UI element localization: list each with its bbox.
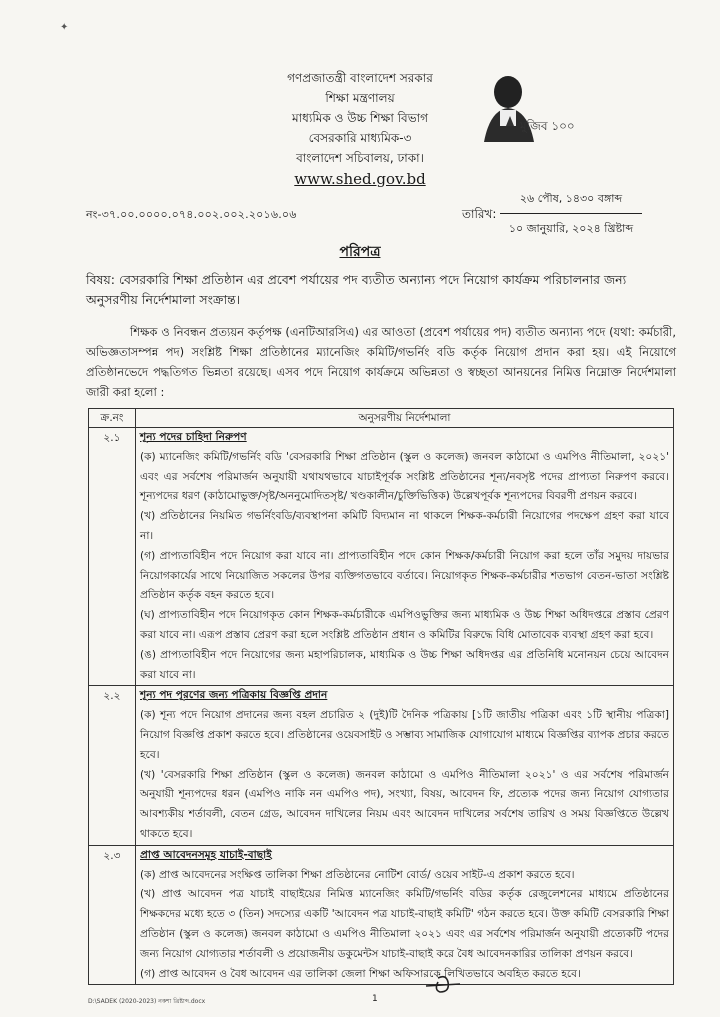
title-text: পরিপত্র [339, 244, 381, 260]
row-number: ২.১ [89, 428, 136, 686]
table-row [89, 428, 674, 686]
clause-item: (ক) প্রাপ্ত আবেদনের সংক্ষিপ্ত তালিকা শিক্ষা প্রতিষ্ঠানের নোটিশ বোর্ড/ ওয়েব সাইট-এ প্রকাশ করতে হবে। [140, 868, 575, 881]
directive-table [88, 408, 674, 985]
clause-item: (গ) প্রাপ্ত আবেদন ও বৈধ আবেদন এর তালিকা জেলা শিক্ষা অফিসারকে লিখিতভাবে অবহিত করতে হবে। [140, 967, 581, 980]
row-number: ২.২ [89, 686, 136, 845]
date-label: তারিখ: [462, 207, 497, 221]
page-number: 1 [372, 994, 378, 1004]
table-header-row [89, 409, 674, 428]
date-english: ১০ জানুয়ারি, ২০২৪ খ্রিষ্টাব্দ [508, 222, 634, 235]
table-row [89, 845, 674, 985]
document-title [0, 240, 720, 264]
clause-item: (ক) শূন্য পদে নিয়োগ প্রদানের জন্য বহল প্রচারিত ২ (দুই)টি দৈনিক পত্রিকায় [১টি জাতীয় পত্রিকা এবং ১টি স্থানীয় পত্রিকা] নিয়োগ বিজ্ঞপ্তি প্রকাশ করতে হবে। প্রতিষ্ঠানের ওয়েবসাইট ও সম্ভাব্য সামাজিক যোগাযোগ মাধ্যমে বিজ্ঞপ্তির ব্যাপক প্রচার করতে হবে। [140, 709, 669, 761]
website-link[interactable]: www.shed.gov.bd [294, 170, 426, 188]
logo-caption: মুজিব ১০০ [520, 119, 575, 133]
section-heading: প্রাপ্ত আবেদনসমূহ যাচাই-বাছাই [140, 848, 272, 861]
clause-item: (খ) প্রতিষ্ঠানের নিয়মিত গভর্নিংবডি/ব্যবস্থাপনা কমিটি বিদ্যমান না থাকলে শিক্ষক-কর্মচারী নিয়োগের পদক্ষেপ গ্রহণ করা যাবে না। [140, 510, 669, 542]
clause-item: (ক) ম্যানেজিং কমিটি/গভর্নিং বডি 'বেসরকারি শিক্ষা প্রতিষ্ঠান (স্কুল ও কলেজ) জনবল কাঠামো ও এমপিও নীতিমালা, ২০২১' এবং এর সর্বশেষ পরিমার্জন অনুযায়ী যথাযথভাবে যাচাইপূর্বক সংশ্লিষ্ট প্রতিষ্ঠানের শূন্য/নবসৃষ্ট পদের প্রাপ্যতা নিরুপণ করবে। শূন্যপদের ধরণ (কাঠামোভুক্ত/সৃষ্ট/অননুমোদিতসৃষ্ট/ খণ্ডকালীন/চুক্তিভিত্তিক) উল্লেখপূর্বক শূন্যপদের বিবরণী প্রণয়ন করবে। [140, 450, 669, 503]
clause-item: (গ) প্রাপ্যতাবিহীন পদে নিয়োগ করা যাবে না। প্রাপ্যতাবিহীন পদে কোন শিক্ষক/কর্মচারী নিয়োগ করা হলে তাঁর সমুদয় দায়ভার নিয়োগকার্যের সাথে নিয়োজিত সকলের উপর ব্যক্তিগতভাবে বর্তাবে। নিয়োগকৃত শিক্ষক-কর্মচারীর শতভাগ বেতন-ভাতা সংশ্লিষ্ট প্রতিষ্ঠান কর্তৃক বহন করতে হবে। [140, 549, 669, 602]
row-content [136, 686, 674, 845]
intro-paragraph: শিক্ষক ও নিবন্ধন প্রত্যয়ন কর্তৃপক্ষ (এনটিআরসিএ) এর আওতা (প্রবেশ পর্যায়ের পদ) ব্যতীত অন্যান্য পদে (যথা: কর্মচারী, অভিজ্ঞতাসম্পন্ন পদ) সংশ্লিষ্ট শিক্ষা প্রতিষ্ঠানের ম্যানেজিং কমিটি/গভর্নিং বডি কর্তৃক নিয়োগ প্রদান করা হয়। এই নিয়োগে প্রতিষ্ঠানভেদে পদ্ধতিগত ভিন্নতা রয়েছে। এসব পদে নিয়োগ কার্যক্রমে অভিন্নতা ও স্বচ্ছতা আনয়নের নিমিত্ত নিম্নোক্ত নির্দেশমালা জারী করা হলো : [86, 325, 676, 399]
table-row [89, 686, 674, 845]
clause-item: (খ) 'বেসরকারি শিক্ষা প্রতিষ্ঠান (স্কুল ও কলেজ) জনবল কাঠামো ও এমপিও নীতিমালা ২০২১' ও এর সর্বশেষ পরিমার্জন অনুযায়ী শূন্যপদের ধরন (এমপিও নাকি নন এমপিও পদ), সংখ্যা, বিষয়, আবেদন ফি, প্রত্যেক পদের জন্য নিয়োগ যোগ্যতার আবশ্যকীয় শর্তাবলী, বেতন গ্রেড, আবেদন দাখিলের নিয়ম এবং আবেদন দাখিলের সর্বশেষ তারিখ ও সময় বিজ্ঞপ্তিতে উল্লেখ থাকতে হবে। [140, 768, 669, 840]
clause-item: (ঘ) প্রাপ্যতাবিহীন পদে নিয়োগকৃত কোন শিক্ষক-কর্মচারীকে এমপিওভুক্তির জন্য মাধ্যমিক ও উচ্চ শিক্ষা অধিদপ্তরে প্রস্তাব প্রেরণ করা যাবে না। এরূপ প্রস্তাব প্রেরণ করা হলে সংশ্লিষ্ট প্রতিষ্ঠান প্রধান ও কমিটির বিরুদ্ধে বিধি মোতাবেক ব্যবস্থা গ্রহণ করা হবে। [140, 609, 669, 641]
signature-mark-icon [424, 972, 464, 996]
office-address: বাংলাদেশ সচিবালয়, ঢাকা। [296, 151, 424, 165]
scan-mark: ✦ [60, 22, 69, 33]
mujib-100-logo-icon [470, 70, 575, 142]
ministry-name: শিক্ষা মন্ত্রণালয় [325, 91, 395, 105]
branch-name: বেসরকারি মাধ্যমিক-৩ [308, 131, 412, 145]
row-content [136, 845, 674, 985]
govt-name: গণপ্রজাতন্ত্রী বাংলাদেশ সরকার [287, 71, 433, 85]
section-heading: শূন্য পদ পূরণের জন্য পত্রিকায় বিজ্ঞপ্তি প্রদান [140, 689, 328, 702]
file-path: D:\SADEK (2020-2023) নকশা খ্রিষ্টাব্দ.docx [88, 998, 206, 1005]
date-block [500, 190, 642, 239]
date-bangla: ২৬ পৌষ, ১৪৩০ বঙ্গাব্দ [500, 190, 642, 214]
division-name: মাধ্যমিক ও উচ্চ শিক্ষা বিভাগ [291, 111, 429, 125]
row-number: ২.৩ [89, 845, 136, 985]
subject-line: বিষয়: বেসরকারি শিক্ষা প্রতিষ্ঠান এর প্রবেশ পর্যায়ের পদ ব্যতীত অন্যান্য পদে নিয়োগ কার্যক্রম পরিচালনার জন্য অনুসরণীয় নির্দেশমালা সংক্রান্ত। [86, 272, 627, 307]
col-header-no: ক্র.নং [89, 409, 136, 428]
col-header-directive: অনুসরণীয় নির্দেশমালা [136, 409, 674, 428]
letterhead [0, 68, 720, 190]
clause-item: (ঙ) প্রাপ্যতাবিহীন পদে নিয়োগের জন্য মহাপরিচালক, মাধ্যমিক ও উচ্চ শিক্ষা অধিদপ্তর এর প্রতিনিধি মনোনয়ন চেয়ে আবেদন করা যাবে না। [140, 648, 669, 681]
clause-item: (খ) প্রাপ্ত আবেদন পত্র যাচাই বাছাইয়ের নিমিত্ত ম্যানেজিং কমিটি/গভর্নিং বডির কর্তৃক রেজুলেশনের মাধ্যমে প্রতিষ্ঠানের শিক্ষকদের মধ্যে হতে ৩ (তিন) সদস্যের একটি 'আবেদন পত্র যাচাই-বাছাই কমিটি' গঠন করতে হবে। উক্ত কমিটি বেসরকারি শিক্ষা প্রতিষ্ঠান (স্কুল ও কলেজ) জনবল কাঠামো ও এমপিও নীতিমালা ২০২১ এবং এর সর্বশেষ পরিমার্জন অনুযায়ী প্রত্যেকটি পদের জন্য নিয়োগ যোগ্যতার শর্তাবলী ও প্রয়োজনীয় ডকুমেন্টস যাচাই-বাছাই করে বৈধ আবেদনকারির তালিকা প্রণয়ন করবে। [140, 888, 669, 960]
memo-number: নং-৩৭.০০.০০০০.০৭৪.০০২.০০২.২০১৬.০৬ [86, 208, 297, 221]
section-heading: শূন্য পদের চাহিদা নিরুপণ [140, 431, 247, 443]
row-content [136, 428, 674, 686]
